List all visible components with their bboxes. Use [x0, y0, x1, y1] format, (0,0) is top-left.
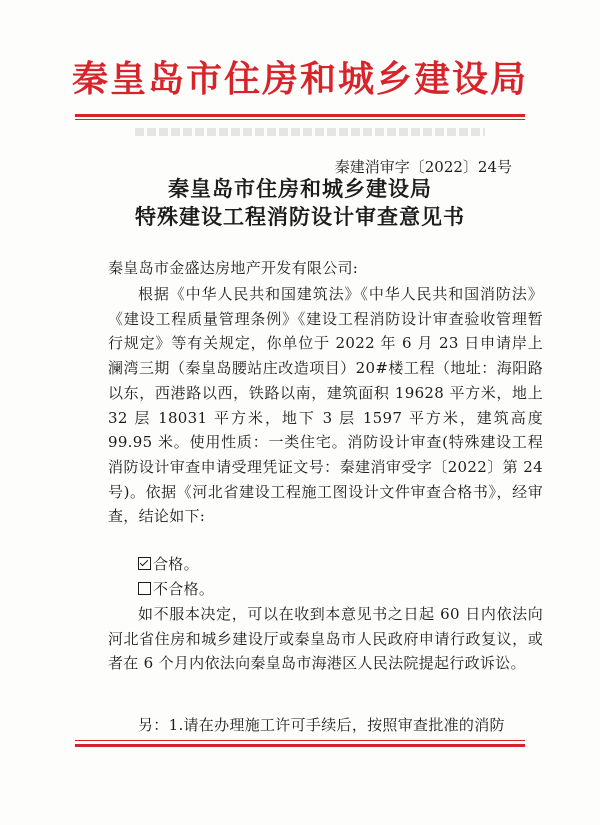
letterhead-rule-thin — [75, 119, 525, 120]
letterhead-rule-thick — [75, 114, 525, 117]
checked-box-icon — [138, 557, 151, 570]
option-fail-label: 不合格。 — [153, 580, 215, 598]
title-line-1: 秦皇岛市住房和城乡建设局 — [168, 176, 432, 201]
unchecked-box-icon — [138, 582, 151, 595]
letterhead-org-name: 秦皇岛市住房和城乡建设局 — [71, 59, 528, 100]
bleed-through-mark — [135, 128, 485, 136]
footer-rule-thin — [75, 740, 525, 741]
option-pass-label: 合格。 — [153, 555, 199, 573]
option-fail — [138, 577, 214, 602]
footer-rule-thick — [75, 744, 525, 747]
title-line-2: 特殊建设工程消防设计审查意见书 — [135, 204, 465, 229]
document-number: 秦建消审字〔2022〕24号 — [334, 158, 512, 176]
note-line: 另：1.请在办理施工许可手续后，按照审查批准的消防 — [138, 716, 505, 734]
option-pass — [138, 552, 199, 577]
addressee: 秦皇岛市金盛达房地产开发有限公司: — [108, 259, 359, 277]
appeal-paragraph: 如不服本决定，可以在收到本意见书之日起 60 日内依法向河北省住房和城乡建设厅或秦皇岛市人民政府申请行政复议，或者在 6 个月内依法向秦皇岛市海港区人民法院提起行政诉讼。 — [108, 605, 543, 673]
body-paragraph: 根据《中华人民共和国建筑法》《中华人民共和国消防法》《建设工程质量管理条例》《建设工程消防设计审查验收管理暂行规定》等有关规定，你单位于 2022 年 6 月 23 日申请岸上澜湾三期（秦皇岛腰站庄改造项目）20#楼工程（地址：海阳路以东，西港路以西，铁路以南，建筑面积 19628 平方米，地上 32 层 18031 平方米，地下 3 层 1597 平方米，建筑高度 99.95 米。使用性质：一类住宅。消防设计审查(特殊建设工程消防设计审查申请受理凭证文号：秦建消审受字〔2022〕第 24 号)。依据《河北省建设工程施工图设计文件审查合格书》，经审查，结论如下: — [108, 285, 543, 526]
